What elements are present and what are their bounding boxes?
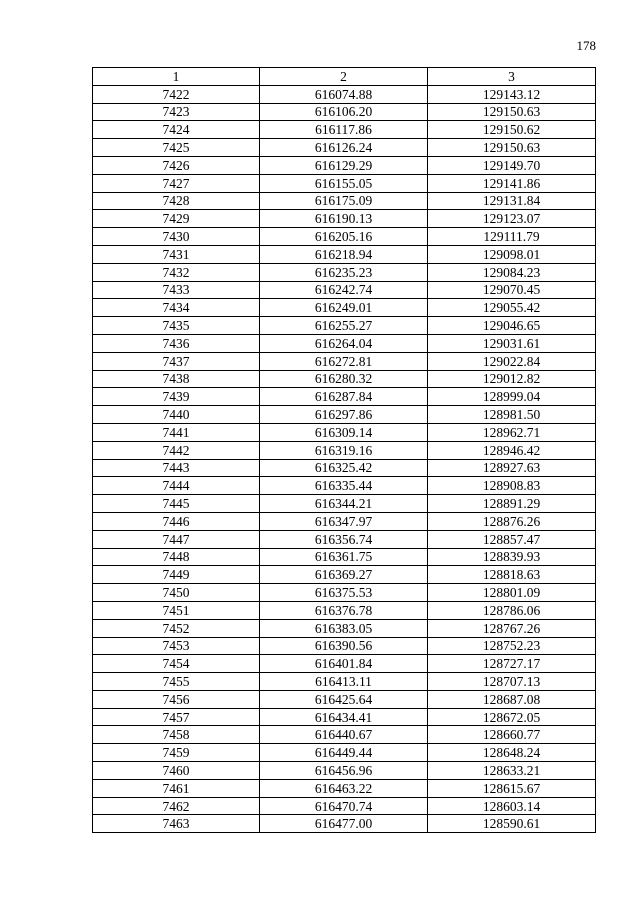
table-cell-col-3: 129150.62 bbox=[428, 121, 596, 139]
table-cell-col-1: 7446 bbox=[93, 512, 260, 530]
column-header-1: 1 bbox=[93, 68, 260, 86]
table-cell-col-2: 616347.97 bbox=[260, 512, 428, 530]
table-cell-col-3: 129150.63 bbox=[428, 139, 596, 157]
table-cell-col-3: 128727.17 bbox=[428, 655, 596, 673]
table-row bbox=[93, 299, 596, 317]
table-row bbox=[93, 103, 596, 121]
table-row bbox=[93, 744, 596, 762]
table-cell-col-1: 7450 bbox=[93, 584, 260, 602]
table-cell-col-3: 129070.45 bbox=[428, 281, 596, 299]
table-cell-col-3: 129012.82 bbox=[428, 370, 596, 388]
table-cell-col-2: 616383.05 bbox=[260, 619, 428, 637]
table-cell-col-2: 616477.00 bbox=[260, 815, 428, 833]
coordinates-table bbox=[92, 67, 596, 833]
table-cell-col-3: 129055.42 bbox=[428, 299, 596, 317]
table-row bbox=[93, 156, 596, 174]
table-cell-col-2: 616280.32 bbox=[260, 370, 428, 388]
table-cell-col-3: 128767.26 bbox=[428, 619, 596, 637]
table-cell-col-3: 128891.29 bbox=[428, 495, 596, 513]
table-cell-col-2: 616356.74 bbox=[260, 530, 428, 548]
table-cell-col-2: 616272.81 bbox=[260, 352, 428, 370]
table-cell-col-3: 128687.08 bbox=[428, 690, 596, 708]
table-cell-col-2: 616434.41 bbox=[260, 708, 428, 726]
table-cell-col-2: 616126.24 bbox=[260, 139, 428, 157]
table-cell-col-1: 7452 bbox=[93, 619, 260, 637]
table-cell-col-3: 128927.63 bbox=[428, 459, 596, 477]
table-cell-col-2: 616155.05 bbox=[260, 174, 428, 192]
table-cell-col-2: 616235.23 bbox=[260, 263, 428, 281]
table-cell-col-2: 616106.20 bbox=[260, 103, 428, 121]
table-cell-col-1: 7453 bbox=[93, 637, 260, 655]
table-row bbox=[93, 530, 596, 548]
table-row bbox=[93, 210, 596, 228]
table-cell-col-1: 7448 bbox=[93, 548, 260, 566]
table-cell-col-1: 7439 bbox=[93, 388, 260, 406]
table-cell-col-3: 129150.63 bbox=[428, 103, 596, 121]
table-cell-col-1: 7456 bbox=[93, 690, 260, 708]
table-cell-col-2: 616190.13 bbox=[260, 210, 428, 228]
table-row bbox=[93, 388, 596, 406]
table-cell-col-1: 7424 bbox=[93, 121, 260, 139]
table-cell-col-2: 616205.16 bbox=[260, 228, 428, 246]
table-row bbox=[93, 726, 596, 744]
table-row bbox=[93, 139, 596, 157]
table-row bbox=[93, 263, 596, 281]
table-cell-col-1: 7449 bbox=[93, 566, 260, 584]
table-cell-col-2: 616218.94 bbox=[260, 245, 428, 263]
table-body bbox=[93, 85, 596, 832]
table-cell-col-3: 129123.07 bbox=[428, 210, 596, 228]
column-header-2: 2 bbox=[260, 68, 428, 86]
table-row bbox=[93, 815, 596, 833]
table-row bbox=[93, 370, 596, 388]
table-cell-col-2: 616242.74 bbox=[260, 281, 428, 299]
table-cell-col-3: 128603.14 bbox=[428, 797, 596, 815]
table-cell-col-2: 616449.44 bbox=[260, 744, 428, 762]
table-row bbox=[93, 192, 596, 210]
table-cell-col-3: 128962.71 bbox=[428, 423, 596, 441]
table-cell-col-3: 128707.13 bbox=[428, 673, 596, 691]
table-row bbox=[93, 85, 596, 103]
table-cell-col-1: 7454 bbox=[93, 655, 260, 673]
table-cell-col-2: 616249.01 bbox=[260, 299, 428, 317]
table-cell-col-1: 7422 bbox=[93, 85, 260, 103]
table-cell-col-2: 616376.78 bbox=[260, 601, 428, 619]
table-cell-col-1: 7425 bbox=[93, 139, 260, 157]
table-cell-col-2: 616129.29 bbox=[260, 156, 428, 174]
table-row bbox=[93, 174, 596, 192]
table-cell-col-3: 128648.24 bbox=[428, 744, 596, 762]
table-cell-col-3: 129031.61 bbox=[428, 334, 596, 352]
table-cell-col-2: 616175.09 bbox=[260, 192, 428, 210]
table-row bbox=[93, 495, 596, 513]
table-row bbox=[93, 334, 596, 352]
table-cell-col-1: 7443 bbox=[93, 459, 260, 477]
table-row bbox=[93, 512, 596, 530]
table-row bbox=[93, 477, 596, 495]
table-cell-col-3: 128908.83 bbox=[428, 477, 596, 495]
table-cell-col-3: 129098.01 bbox=[428, 245, 596, 263]
page-number: 178 bbox=[576, 38, 596, 53]
table-cell-col-1: 7429 bbox=[93, 210, 260, 228]
table-cell-col-2: 616425.64 bbox=[260, 690, 428, 708]
table-row bbox=[93, 690, 596, 708]
table-cell-col-2: 616361.75 bbox=[260, 548, 428, 566]
table-cell-col-1: 7447 bbox=[93, 530, 260, 548]
table-cell-col-1: 7460 bbox=[93, 762, 260, 780]
table-row bbox=[93, 584, 596, 602]
table-cell-col-3: 128633.21 bbox=[428, 762, 596, 780]
table-row bbox=[93, 655, 596, 673]
table-cell-col-3: 128818.63 bbox=[428, 566, 596, 584]
table-cell-col-2: 616287.84 bbox=[260, 388, 428, 406]
table-cell-col-1: 7461 bbox=[93, 779, 260, 797]
table-cell-col-3: 128981.50 bbox=[428, 406, 596, 424]
table-cell-col-2: 616255.27 bbox=[260, 317, 428, 335]
table-header bbox=[93, 68, 596, 86]
table-cell-col-1: 7426 bbox=[93, 156, 260, 174]
table-cell-col-3: 128786.06 bbox=[428, 601, 596, 619]
table-cell-col-1: 7458 bbox=[93, 726, 260, 744]
table-cell-col-2: 616264.04 bbox=[260, 334, 428, 352]
table-row bbox=[93, 406, 596, 424]
table-cell-col-1: 7445 bbox=[93, 495, 260, 513]
table-cell-col-3: 129143.12 bbox=[428, 85, 596, 103]
table-cell-col-1: 7459 bbox=[93, 744, 260, 762]
table-row bbox=[93, 601, 596, 619]
table-cell-col-2: 616309.14 bbox=[260, 423, 428, 441]
table-row bbox=[93, 423, 596, 441]
table-cell-col-2: 616335.44 bbox=[260, 477, 428, 495]
column-header-3: 3 bbox=[428, 68, 596, 86]
table-cell-col-2: 616325.42 bbox=[260, 459, 428, 477]
table-cell-col-2: 616390.56 bbox=[260, 637, 428, 655]
table-cell-col-1: 7423 bbox=[93, 103, 260, 121]
table-cell-col-3: 128857.47 bbox=[428, 530, 596, 548]
table-cell-col-1: 7427 bbox=[93, 174, 260, 192]
table-row bbox=[93, 619, 596, 637]
table-cell-col-3: 129022.84 bbox=[428, 352, 596, 370]
table-cell-col-1: 7433 bbox=[93, 281, 260, 299]
table-row bbox=[93, 797, 596, 815]
table-cell-col-1: 7437 bbox=[93, 352, 260, 370]
table-cell-col-1: 7428 bbox=[93, 192, 260, 210]
table-cell-col-1: 7463 bbox=[93, 815, 260, 833]
header-row bbox=[93, 68, 596, 86]
table-cell-col-1: 7455 bbox=[93, 673, 260, 691]
table-row bbox=[93, 459, 596, 477]
table-cell-col-3: 128839.93 bbox=[428, 548, 596, 566]
table-cell-col-2: 616344.21 bbox=[260, 495, 428, 513]
table-row bbox=[93, 317, 596, 335]
table-cell-col-1: 7436 bbox=[93, 334, 260, 352]
table-cell-col-2: 616440.67 bbox=[260, 726, 428, 744]
table-cell-col-1: 7432 bbox=[93, 263, 260, 281]
table-cell-col-2: 616117.86 bbox=[260, 121, 428, 139]
table-cell-col-3: 128876.26 bbox=[428, 512, 596, 530]
table-cell-col-2: 616297.86 bbox=[260, 406, 428, 424]
table-cell-col-3: 129149.70 bbox=[428, 156, 596, 174]
table-cell-col-3: 129131.84 bbox=[428, 192, 596, 210]
table-cell-col-1: 7438 bbox=[93, 370, 260, 388]
table-cell-col-2: 616456.96 bbox=[260, 762, 428, 780]
table-cell-col-2: 616319.16 bbox=[260, 441, 428, 459]
table-row bbox=[93, 228, 596, 246]
table-row bbox=[93, 708, 596, 726]
table-cell-col-3: 128672.05 bbox=[428, 708, 596, 726]
table-row bbox=[93, 441, 596, 459]
table-cell-col-2: 616463.22 bbox=[260, 779, 428, 797]
table-cell-col-3: 128590.61 bbox=[428, 815, 596, 833]
table-cell-col-3: 128615.67 bbox=[428, 779, 596, 797]
table-row bbox=[93, 121, 596, 139]
table-cell-col-3: 129084.23 bbox=[428, 263, 596, 281]
table-cell-col-2: 616369.27 bbox=[260, 566, 428, 584]
table-row bbox=[93, 762, 596, 780]
table-cell-col-3: 128752.23 bbox=[428, 637, 596, 655]
table-cell-col-1: 7441 bbox=[93, 423, 260, 441]
table-cell-col-1: 7442 bbox=[93, 441, 260, 459]
table-cell-col-1: 7430 bbox=[93, 228, 260, 246]
table-row bbox=[93, 566, 596, 584]
table-cell-col-3: 128660.77 bbox=[428, 726, 596, 744]
table-cell-col-3: 128801.09 bbox=[428, 584, 596, 602]
table-row bbox=[93, 548, 596, 566]
table-cell-col-1: 7462 bbox=[93, 797, 260, 815]
table-cell-col-1: 7457 bbox=[93, 708, 260, 726]
table-row bbox=[93, 281, 596, 299]
table-cell-col-3: 128946.42 bbox=[428, 441, 596, 459]
table-cell-col-2: 616074.88 bbox=[260, 85, 428, 103]
table-row bbox=[93, 637, 596, 655]
table-row bbox=[93, 779, 596, 797]
table-cell-col-1: 7440 bbox=[93, 406, 260, 424]
table-cell-col-1: 7434 bbox=[93, 299, 260, 317]
table-row bbox=[93, 352, 596, 370]
table-cell-col-2: 616401.84 bbox=[260, 655, 428, 673]
table-cell-col-2: 616413.11 bbox=[260, 673, 428, 691]
table-cell-col-1: 7435 bbox=[93, 317, 260, 335]
table-cell-col-2: 616470.74 bbox=[260, 797, 428, 815]
table-cell-col-3: 129141.86 bbox=[428, 174, 596, 192]
table-cell-col-3: 129111.79 bbox=[428, 228, 596, 246]
table-cell-col-3: 128999.04 bbox=[428, 388, 596, 406]
table-cell-col-1: 7451 bbox=[93, 601, 260, 619]
table-cell-col-2: 616375.53 bbox=[260, 584, 428, 602]
table-row bbox=[93, 673, 596, 691]
table-cell-col-1: 7444 bbox=[93, 477, 260, 495]
table-row bbox=[93, 245, 596, 263]
table-cell-col-3: 129046.65 bbox=[428, 317, 596, 335]
table-cell-col-1: 7431 bbox=[93, 245, 260, 263]
